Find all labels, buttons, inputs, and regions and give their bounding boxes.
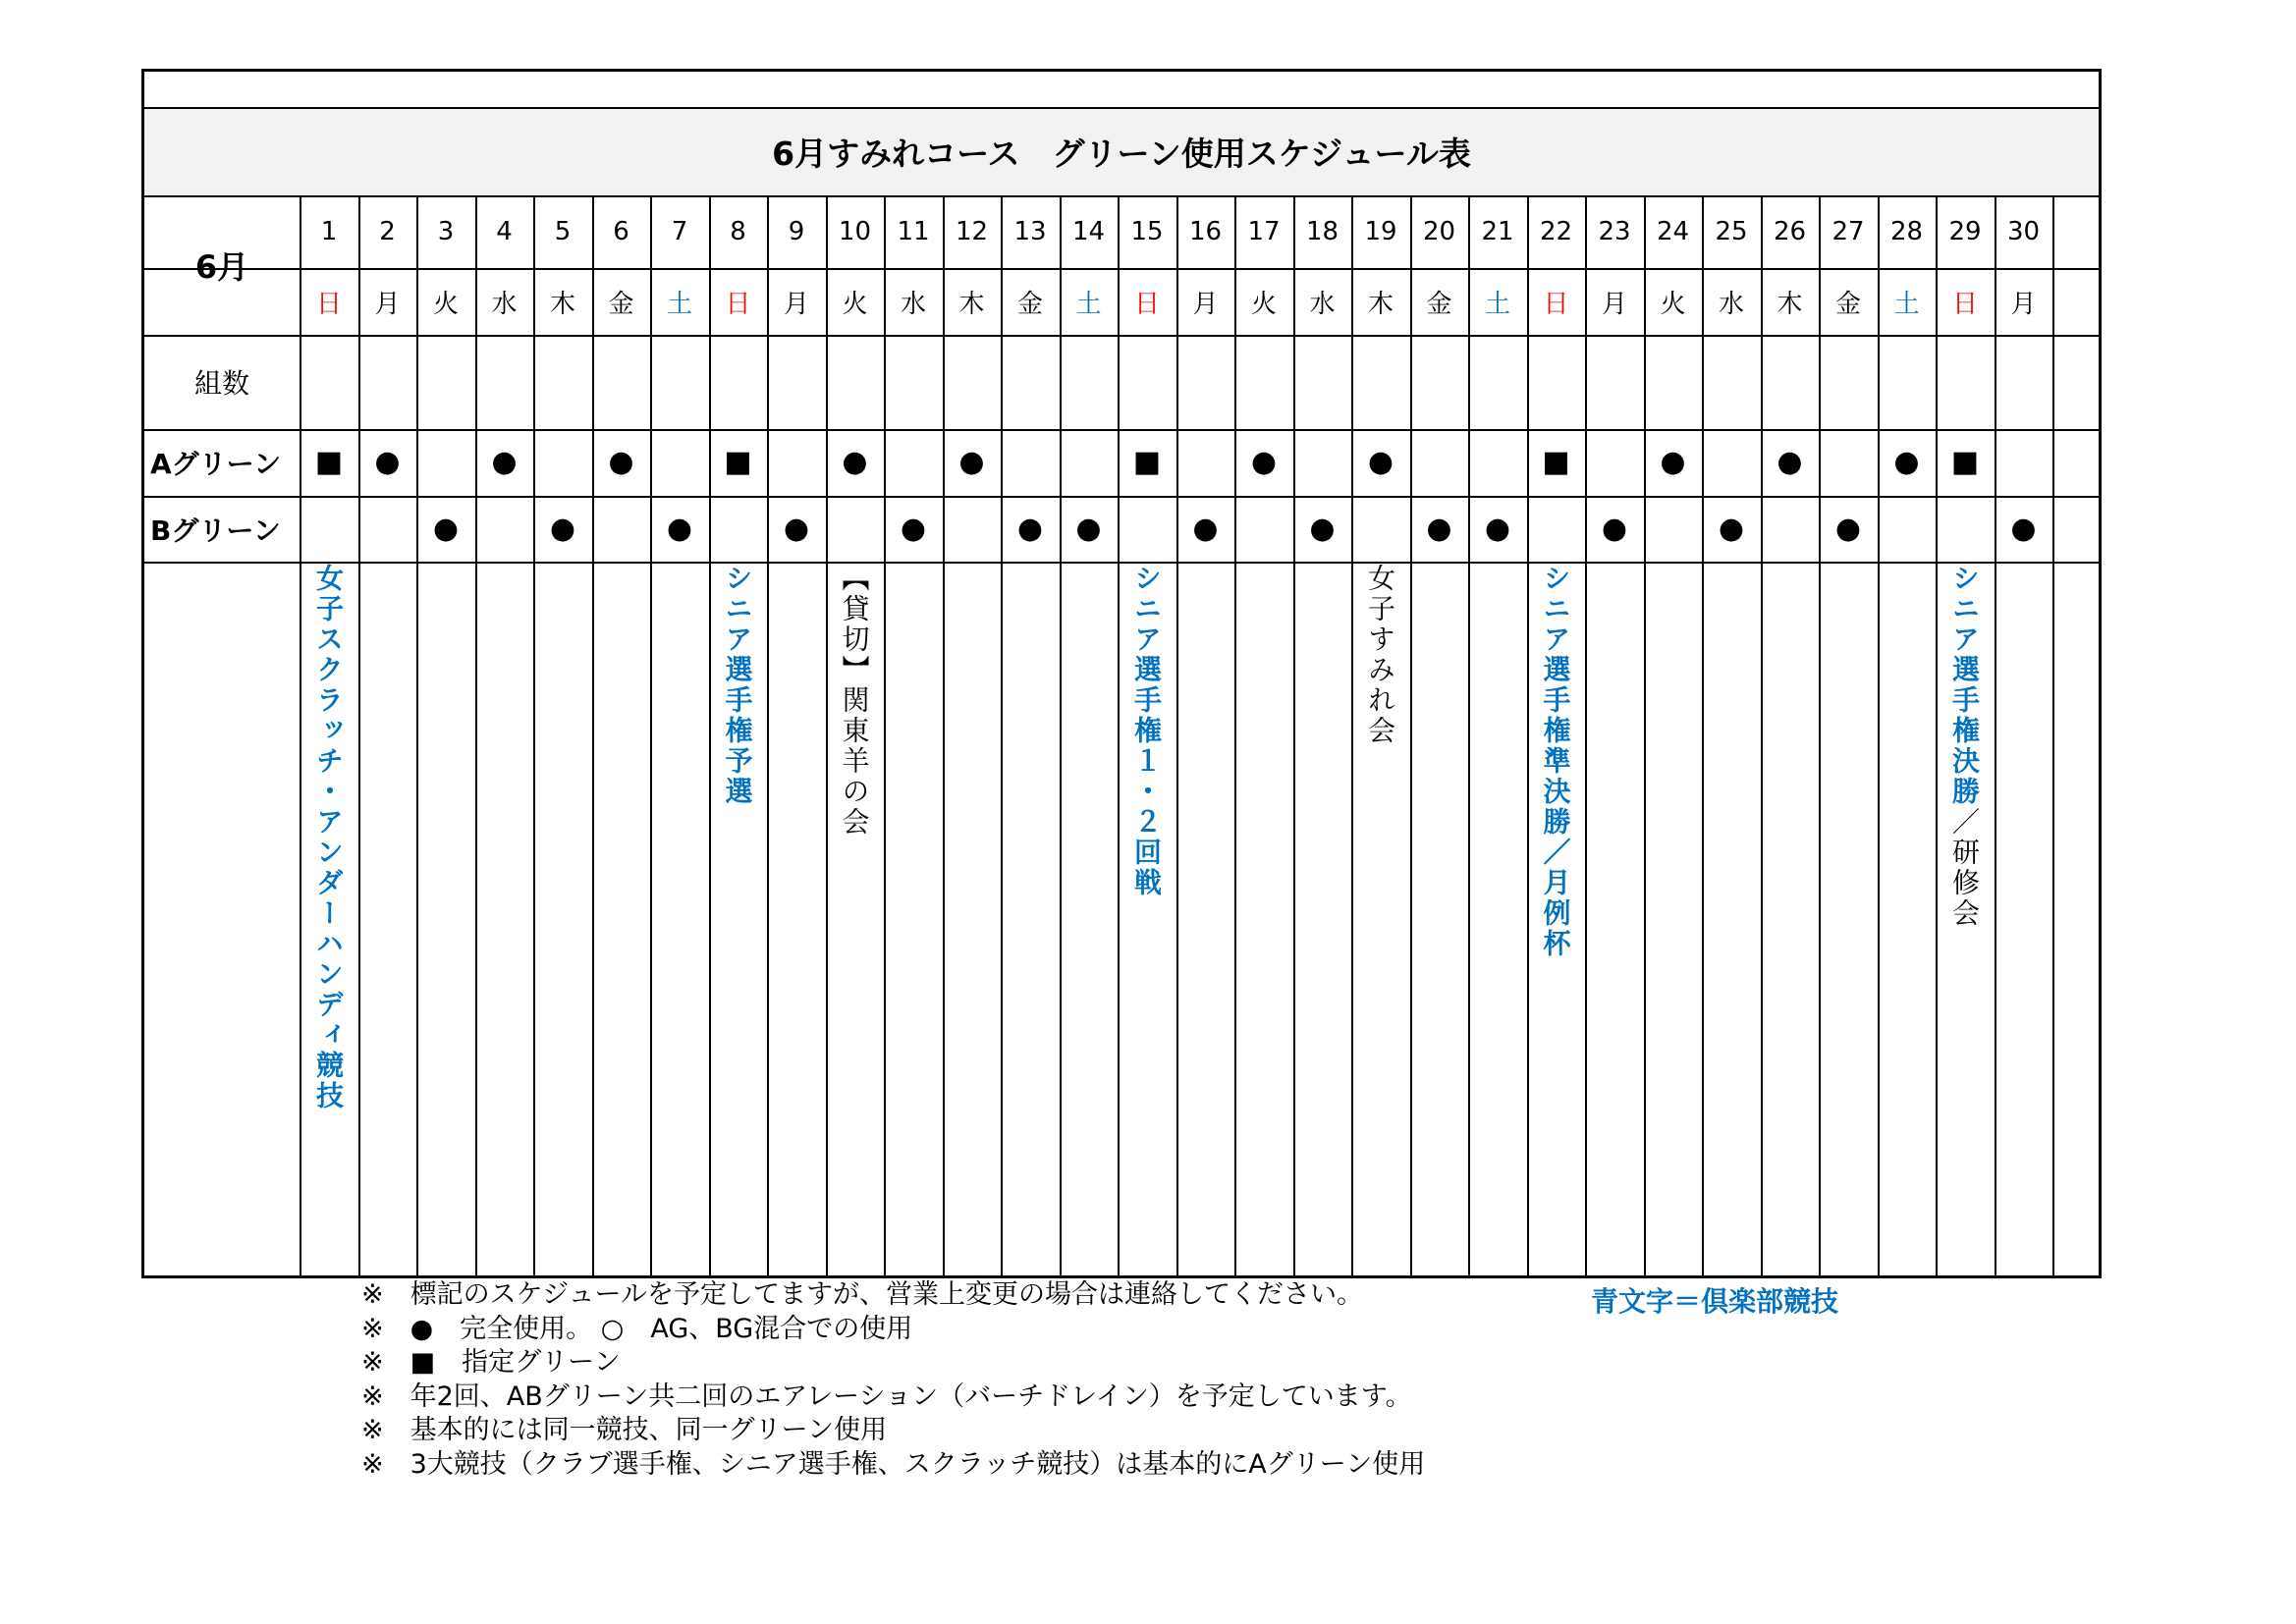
b-green-mark	[826, 496, 884, 562]
day-number: 7	[671, 217, 688, 246]
count-cell	[1351, 335, 1410, 429]
weekday: 金	[1016, 289, 1043, 319]
day-number: 2	[379, 217, 396, 246]
weekday: 月	[783, 289, 809, 319]
weekday: 日	[725, 289, 751, 319]
day-number: 4	[496, 217, 513, 246]
event-text: 【貸切】関東羊の会	[838, 564, 871, 838]
count-cell	[943, 335, 1001, 429]
b-green-mark	[1351, 496, 1410, 562]
count-cell	[416, 335, 475, 429]
day-number: 8	[730, 217, 746, 246]
event-day-8	[721, 564, 754, 807]
day-number: 23	[1598, 217, 1631, 246]
count-cell	[1176, 335, 1234, 429]
weekday: 木	[958, 289, 985, 319]
b-green-row-label: Bグリーン	[150, 514, 281, 547]
weekday: 月	[1601, 289, 1627, 319]
event-day-29	[1948, 564, 1981, 929]
b-green-mark: ●	[2010, 511, 2037, 546]
b-green-mark	[1936, 496, 1995, 562]
day-number: 16	[1188, 217, 1223, 246]
day-number: 6	[613, 217, 629, 246]
weekday: 土	[1075, 289, 1102, 319]
a-green-mark	[1819, 429, 1878, 496]
b-green-mark: ●	[1834, 511, 1862, 546]
count-cell	[358, 335, 416, 429]
day-number: 12	[955, 217, 989, 246]
day-number: 10	[838, 217, 872, 246]
event-day-22	[1539, 564, 1572, 959]
weekday: 月	[374, 289, 401, 319]
note-line: ※ 基本的には同一競技、同一グリーン使用	[361, 1415, 888, 1445]
b-green-mark: ●	[1601, 511, 1628, 546]
weekday: 水	[491, 289, 518, 319]
b-green-mark	[1878, 496, 1936, 562]
a-green-mark	[416, 429, 475, 496]
weekday: 月	[1192, 289, 1219, 319]
day-number: 14	[1071, 217, 1106, 246]
b-green-mark: ●	[1016, 511, 1044, 546]
b-green-mark: ●	[1484, 511, 1511, 546]
weekday: 土	[1893, 289, 1920, 319]
a-green-mark	[1176, 429, 1234, 496]
count-cell	[884, 335, 943, 429]
event-text: シニア選手権決勝	[1948, 564, 1981, 807]
weekday: 日	[1133, 289, 1160, 319]
weekday: 金	[608, 289, 634, 319]
count-cell	[1468, 335, 1527, 429]
count-cell	[767, 335, 826, 429]
b-green-mark: ●	[432, 511, 460, 546]
count-cell	[1878, 335, 1936, 429]
note-line: ※ 標記のスケジュールを予定してますが、営業上変更の場合は連絡してください。	[361, 1279, 1364, 1310]
count-cell	[1118, 335, 1176, 429]
day-number: 24	[1656, 217, 1690, 246]
a-green-row-label: Aグリーン	[150, 448, 282, 480]
weekday: 水	[1309, 289, 1336, 319]
day-number: 21	[1481, 217, 1514, 246]
notes-block	[361, 1278, 1425, 1482]
a-green-mark: ●	[491, 445, 518, 479]
day-number: 15	[1130, 217, 1164, 246]
count-cell	[650, 335, 709, 429]
b-green-mark	[943, 496, 1001, 562]
count-cell	[1001, 335, 1060, 429]
count-cell	[300, 335, 358, 429]
event-day-19	[1366, 564, 1394, 746]
note-line: ※ ● 完全使用。 ○ AG、BG混合での使用	[361, 1313, 913, 1344]
a-green-mark	[1702, 429, 1761, 496]
note-line: ※ ■ 指定グリーン	[361, 1347, 621, 1378]
count-cell	[1060, 335, 1118, 429]
a-green-mark	[1060, 429, 1118, 496]
count-cell	[1995, 335, 2052, 429]
event-text: シニア選手権予選	[721, 564, 754, 807]
a-green-mark	[650, 429, 709, 496]
b-green-mark: ●	[666, 511, 693, 546]
count-cell	[1702, 335, 1761, 429]
weekday: 火	[432, 289, 459, 319]
weekday: 金	[1426, 289, 1452, 319]
schedule-sheet	[141, 69, 2102, 1278]
event-text: 女子スクラッチ・アンダーハンディ競技	[312, 564, 345, 1111]
a-green-mark: ●	[958, 445, 985, 479]
a-green-mark: ■	[724, 445, 752, 479]
grid-hline	[144, 107, 2099, 109]
count-cell	[1761, 335, 1819, 429]
count-cell	[1644, 335, 1702, 429]
b-green-mark	[592, 496, 650, 562]
event-text: 女子すみれ会	[1364, 564, 1396, 746]
grid-vline	[2052, 195, 2054, 1278]
day-number: 3	[437, 217, 455, 246]
day-number: 13	[1013, 217, 1047, 246]
count-cell	[826, 335, 884, 429]
grid-hline	[144, 562, 2099, 564]
day-number: 18	[1305, 217, 1339, 246]
event-text: シニア選手権１・２回戦	[1130, 564, 1163, 898]
count-cell	[1234, 335, 1293, 429]
a-green-mark: ■	[1542, 445, 1570, 479]
count-cell	[1936, 335, 1995, 429]
count-row-label: 組数	[193, 367, 249, 400]
day-number: 29	[1948, 217, 1982, 246]
weekday: 木	[1367, 289, 1394, 319]
count-cell	[1410, 335, 1468, 429]
b-green-mark	[1118, 496, 1176, 562]
legend-club-event: 青文字＝倶楽部競技	[1591, 1285, 1839, 1318]
count-cell	[1819, 335, 1878, 429]
event-day-10	[838, 564, 871, 838]
a-green-mark: ■	[1132, 445, 1162, 479]
weekday: 水	[900, 289, 926, 319]
day-number: 9	[788, 217, 805, 246]
day-number: 26	[1773, 217, 1807, 246]
weekday: 水	[1718, 289, 1744, 319]
a-green-mark: ■	[1950, 445, 1980, 479]
note-line: ※ 3大競技（クラブ選手権、シニア選手権、スクラッチ競技）は基本的にAグリーン使用	[361, 1448, 1426, 1480]
day-number: 11	[897, 217, 930, 246]
b-green-mark	[709, 496, 767, 562]
a-green-mark: ■	[314, 445, 344, 479]
count-cell	[1585, 335, 1644, 429]
a-green-mark	[1585, 429, 1644, 496]
a-green-mark: ●	[1777, 445, 1803, 479]
a-green-mark	[533, 429, 592, 496]
weekday: 木	[549, 289, 575, 319]
weekday: 日	[1543, 289, 1569, 319]
count-cell	[533, 335, 592, 429]
a-green-mark: ●	[374, 445, 401, 479]
a-green-mark	[884, 429, 943, 496]
month-label: 6月	[194, 248, 249, 286]
b-green-mark: ●	[783, 511, 810, 546]
weekday: 土	[666, 289, 692, 319]
event-day-15	[1130, 564, 1163, 898]
weekday: 月	[2010, 289, 2037, 319]
weekday: 日	[315, 289, 342, 319]
b-green-mark	[358, 496, 416, 562]
weekday: 日	[1951, 289, 1978, 319]
b-green-mark	[1527, 496, 1585, 562]
a-green-mark: ●	[608, 445, 634, 479]
event-day-1	[312, 564, 345, 1111]
b-green-mark	[1761, 496, 1819, 562]
count-cell	[709, 335, 767, 429]
a-green-mark	[1468, 429, 1527, 496]
day-number: 25	[1715, 217, 1748, 246]
day-number: 20	[1422, 217, 1456, 246]
b-green-mark	[475, 496, 533, 562]
b-green-mark	[300, 496, 358, 562]
b-green-mark: ●	[1075, 511, 1102, 546]
note-line: ※ 年2回、ABグリーン共二回のエアレーション（バーチドレイン）を予定しています。	[361, 1380, 1412, 1412]
day-number: 27	[1831, 217, 1865, 246]
day-number: 1	[320, 217, 338, 246]
a-green-mark: ●	[1660, 445, 1686, 479]
a-green-mark	[1995, 429, 2052, 496]
day-number: 28	[1889, 217, 1924, 246]
b-green-mark: ●	[1426, 511, 1452, 546]
day-number: 22	[1539, 217, 1573, 246]
b-green-mark: ●	[1718, 511, 1745, 546]
event-text: シニア選手権準決勝／月例杯	[1539, 564, 1572, 959]
weekday: 金	[1834, 289, 1861, 319]
a-green-mark	[1410, 429, 1468, 496]
day-number: 30	[2006, 217, 2041, 246]
a-green-mark	[767, 429, 826, 496]
a-green-mark: ●	[1250, 445, 1278, 479]
count-cell	[1527, 335, 1585, 429]
b-green-mark: ●	[1309, 511, 1336, 546]
day-number: 17	[1247, 217, 1281, 246]
a-green-mark: ●	[842, 445, 868, 479]
count-cell	[1293, 335, 1351, 429]
b-green-mark: ●	[1192, 511, 1219, 546]
day-number: 19	[1364, 217, 1397, 246]
weekday: 火	[842, 289, 868, 319]
b-green-mark	[1644, 496, 1702, 562]
weekday: 木	[1777, 289, 1803, 319]
b-green-mark: ●	[549, 511, 576, 546]
a-green-mark	[1001, 429, 1060, 496]
a-green-mark: ●	[1367, 445, 1394, 479]
weekday: 火	[1250, 289, 1277, 319]
count-cell	[475, 335, 533, 429]
b-green-mark	[1234, 496, 1293, 562]
schedule-title: 6月すみれコース グリーン使用スケジュール表	[144, 107, 2099, 195]
b-green-mark: ●	[900, 511, 927, 546]
weekday: 土	[1484, 289, 1510, 319]
a-green-mark	[1293, 429, 1351, 496]
weekday: 火	[1660, 289, 1686, 319]
count-cell	[592, 335, 650, 429]
day-number: 5	[554, 217, 572, 246]
a-green-mark: ●	[1893, 445, 1920, 479]
event-text-suffix: ／研修会	[1948, 807, 1981, 929]
